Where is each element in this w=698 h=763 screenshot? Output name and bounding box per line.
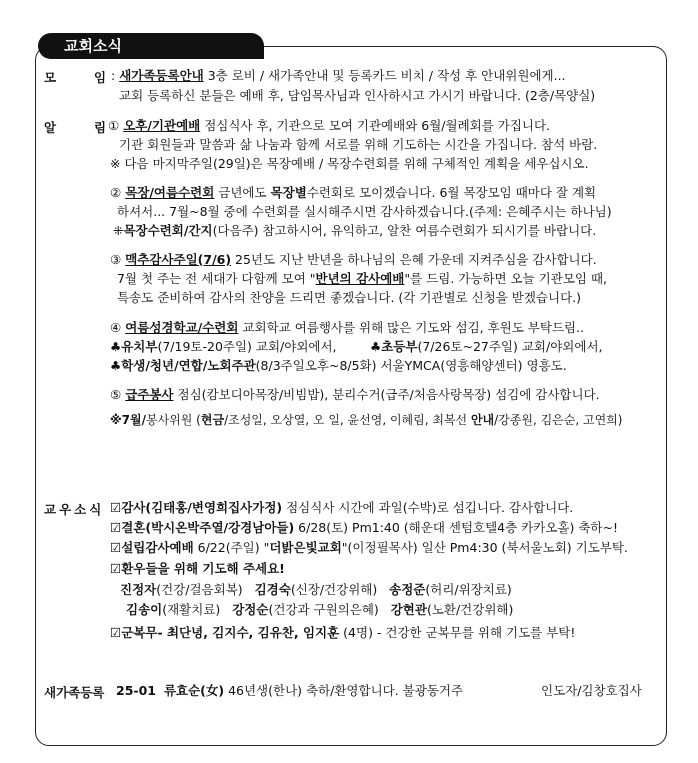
label-members: 교우소식 [44, 502, 105, 517]
prayer-row-1: 진정자(건강/걸음회복) 김경숙(신장/건강위해) 송정준(허리/위장치료) [120, 582, 512, 597]
notice-3-line-2: 7월 첫 주는 전 세대가 다함께 모여 "반년의 감사예배"를 드림. 가능하면 오늘 기관모임 때, [117, 271, 608, 286]
notice-3-line-1: ③ 맥추감사주일(7/6) 25년도 지난 반년을 하나님의 은혜 가운데 지켜주심을 감사합니다. [110, 252, 597, 267]
label-notice-b: 림 [94, 120, 107, 135]
notice-1-line-2: 기관 회원들과 말씀과 삶 나눔과 함께 서로를 위해 기도하는 시간을 가집니다. 참석 바람. [119, 137, 598, 152]
label-newcomer: 새가족등록 [44, 685, 105, 700]
gathering-line-2: 교회 등록하신 분들은 예배 후, 담임목사님과 인사하시고 가시기 바랍니다. (2층/목양실) [119, 88, 596, 103]
notice-4-line-3: ♣학생/청년/연합/노회주관(8/3주일오후~8/5화) 서울YMCA(영흥해양센터) 영흥도. [110, 358, 567, 373]
notice-2-line-2: 하셔서... 7월~8월 중에 수련회를 실시해주시면 감사하겠습니다.(주제: 은혜주시는 하나님) [117, 204, 612, 219]
checkbox-icon: ☑ [110, 625, 122, 640]
newcomer-guide: 인도자/김창호집사 [541, 683, 642, 698]
members-wedding: ☑결혼(박시온박주열/강경남아들) 6/28(토) Pm1:40 (해운대 센텀호텔4층 카카오홀) 축하~! [110, 520, 618, 535]
label-gathering-a: 모 [44, 70, 57, 85]
checkbox-icon: ☑ [110, 500, 122, 515]
section-title: 교회소식 [38, 33, 264, 59]
notice-3-line-3: 특송도 준비하여 감사의 찬양을 드리면 좋겠습니다. (각 기관별로 신청을 받겠습니다.) [117, 290, 582, 305]
notice-1-line-3: ※ 다음 마지막주일(29일)은 목장예배 / 목장수련회를 위해 구체적인 계획을 세우십시오. [110, 156, 589, 171]
prayer-row-2: 김송이(재활치료) 강정순(건강과 구원의은혜) 강현관(노환/건강위해) [126, 602, 514, 617]
members-prayer-title: ☑환우들을 위해 기도해 주세요! [110, 561, 285, 576]
notice-5-line-1: ⑤ 급주봉사 점심(캄보디아목장/비빔밥), 분리수거(급주/처음사랑목장) 섬김에 감사합니다. [110, 387, 600, 402]
gathering-line-1: : 새가족등록안내 3층 로비 / 새가족안내 및 등록카드 비치 / 작성 후 안내위원에게... [111, 68, 566, 83]
checkbox-icon: ☑ [110, 520, 122, 535]
newcomer-guide-title: 새가족등록안내 [119, 68, 204, 83]
label-notice-a: 알 [44, 120, 57, 135]
checkbox-icon: ☑ [110, 540, 122, 555]
members-military: ☑군복무- 최단녕, 김지수, 김유찬, 임지훈 (4명) - 건강한 군복무를 위해 기도를 부탁! [110, 625, 576, 640]
label-gathering-b: 임 [94, 70, 107, 85]
checkbox-icon: ☑ [110, 561, 122, 576]
members-establishment: ☑설립감사예배 6/22(주일) "더밝은빛교회"(이정필목사) 일산 Pm4:30 (북서울노회) 기도부탁. [110, 540, 628, 555]
notice-4-line-2b: ♣초등부(7/26토~27주일) 교회/야외에서, [370, 339, 603, 354]
notice-2-line-3: ⁜목장수련회/간지(다음주) 참고하시어, 유익하고, 알찬 여름수련회가 되시기를 바랍니다. [113, 223, 597, 238]
notice-1-line-1: ① 오후/기관예배 점심식사 후, 기관으로 모여 기관예배와 6월/월례회를 가집니다. [108, 118, 551, 133]
notice-4-line-1: ④ 여름성경학교/수련회 교회학교 여름행사를 위해 많은 기도와 섬김, 후원도 부탁드림.. [110, 320, 585, 335]
members-thanks: ☑감사(김태홍/변영희집사가정) 점심식사 시간에 과일(수박)로 섬깁니다. 감사합니다. [110, 500, 574, 515]
notice-5-line-2: ※7월/봉사위원 (현금/조성일, 오상열, 오 일, 윤선영, 이혜림, 최복선 안내/강종원, 김은순, 고연희) [110, 413, 623, 427]
newcomer-info: 25-01 류효순(女) 46년생(한나) 축하/환영합니다. 불광동거주 [116, 683, 464, 698]
notice-4-line-2: ♣유치부(7/19토-20주일) 교회/야외에서, [110, 339, 337, 354]
notice-2-line-1: ② 목장/여름수련회 금년에도 목장별수련회로 모이겠습니다. 6월 목장모임 때마다 잘 계획 [110, 185, 597, 200]
